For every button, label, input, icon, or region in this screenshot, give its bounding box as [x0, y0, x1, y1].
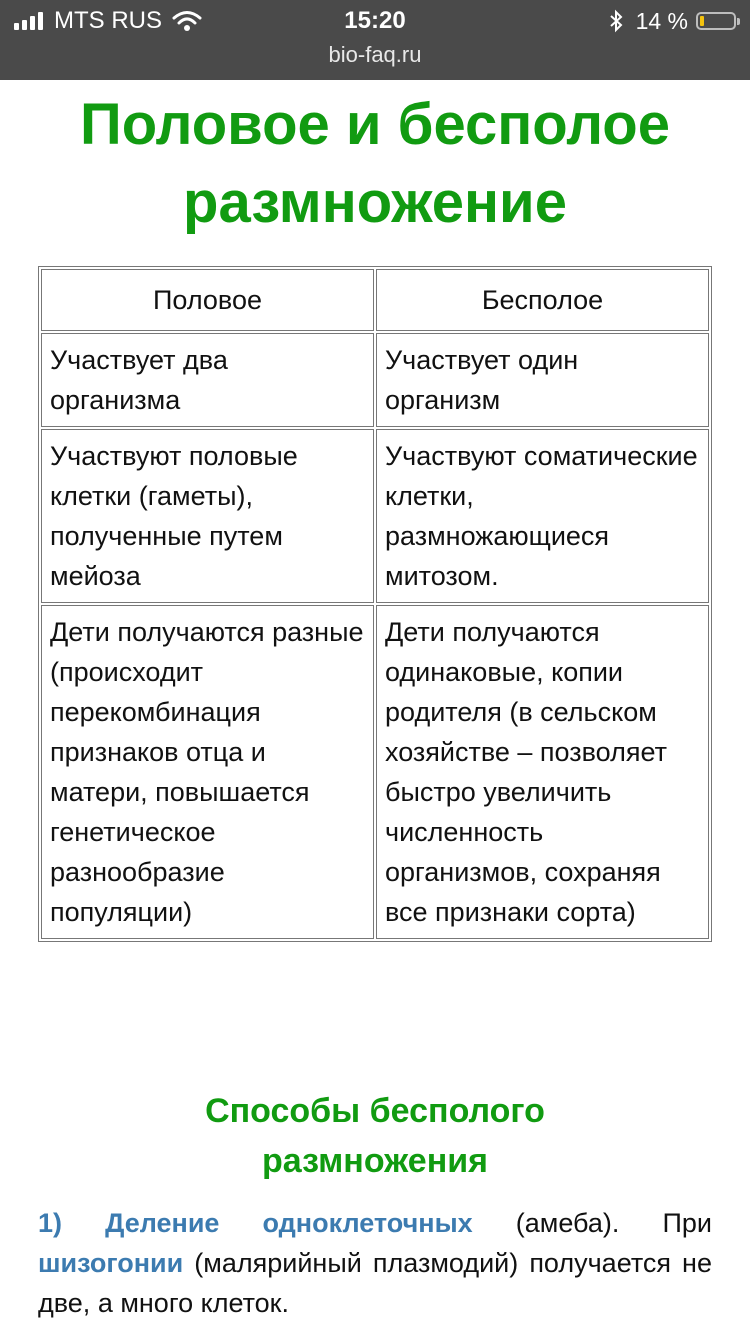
table-cell: Участвуют половые клетки (гаметы), полученные путем мейоза [41, 429, 374, 603]
section-title: Способы бесполого размножения [205, 1092, 545, 1180]
status-bar [0, 0, 750, 80]
page-title: Половое и бесполое размножение [80, 92, 670, 235]
paragraph [38, 1203, 712, 1323]
table-cell: Участвует один организм [376, 333, 709, 427]
table-cell: Дети получаются разные (происходит перекомбинация признаков отца и матери, повышается генетическое разнообразие популяции) [41, 605, 374, 939]
paragraph-text: (амеба). При [472, 1208, 712, 1238]
table-cell: Дети получаются одинаковые, копии родителя (в сельском хозяйстве – позволяет быстро увеличить численность организмов, сохраняя все признаки сорта) [376, 605, 709, 939]
status-right [608, 6, 736, 36]
carrier-name: MTS RUS [54, 7, 162, 34]
comparison-table [38, 266, 712, 942]
table-row [41, 605, 709, 939]
table-row [41, 333, 709, 427]
table-header-cell: Бесполое [376, 269, 709, 331]
table-cell: Участвует два организма [41, 333, 374, 427]
link-schizogony[interactable]: шизогонии [38, 1248, 184, 1278]
paragraph-text: (малярийный плазмодий) получается не две, а много клеток. [38, 1248, 712, 1318]
list-number: 1) [38, 1208, 63, 1238]
table-cell: Участвуют соматические клетки, размножающиеся митозом. [376, 429, 709, 603]
battery-percent: 14 % [635, 7, 688, 34]
table-header-row [41, 269, 709, 331]
address-bar[interactable]: bio-faq.ru [328, 42, 422, 67]
status-time: 15:20 [344, 7, 406, 34]
battery-level [700, 16, 704, 26]
link-unicellular-division[interactable]: Деление одноклеточных [105, 1208, 473, 1238]
table-row [41, 429, 709, 603]
battery-icon [696, 12, 736, 30]
bluetooth-icon [608, 9, 624, 33]
table-header-cell: Половое [41, 269, 374, 331]
